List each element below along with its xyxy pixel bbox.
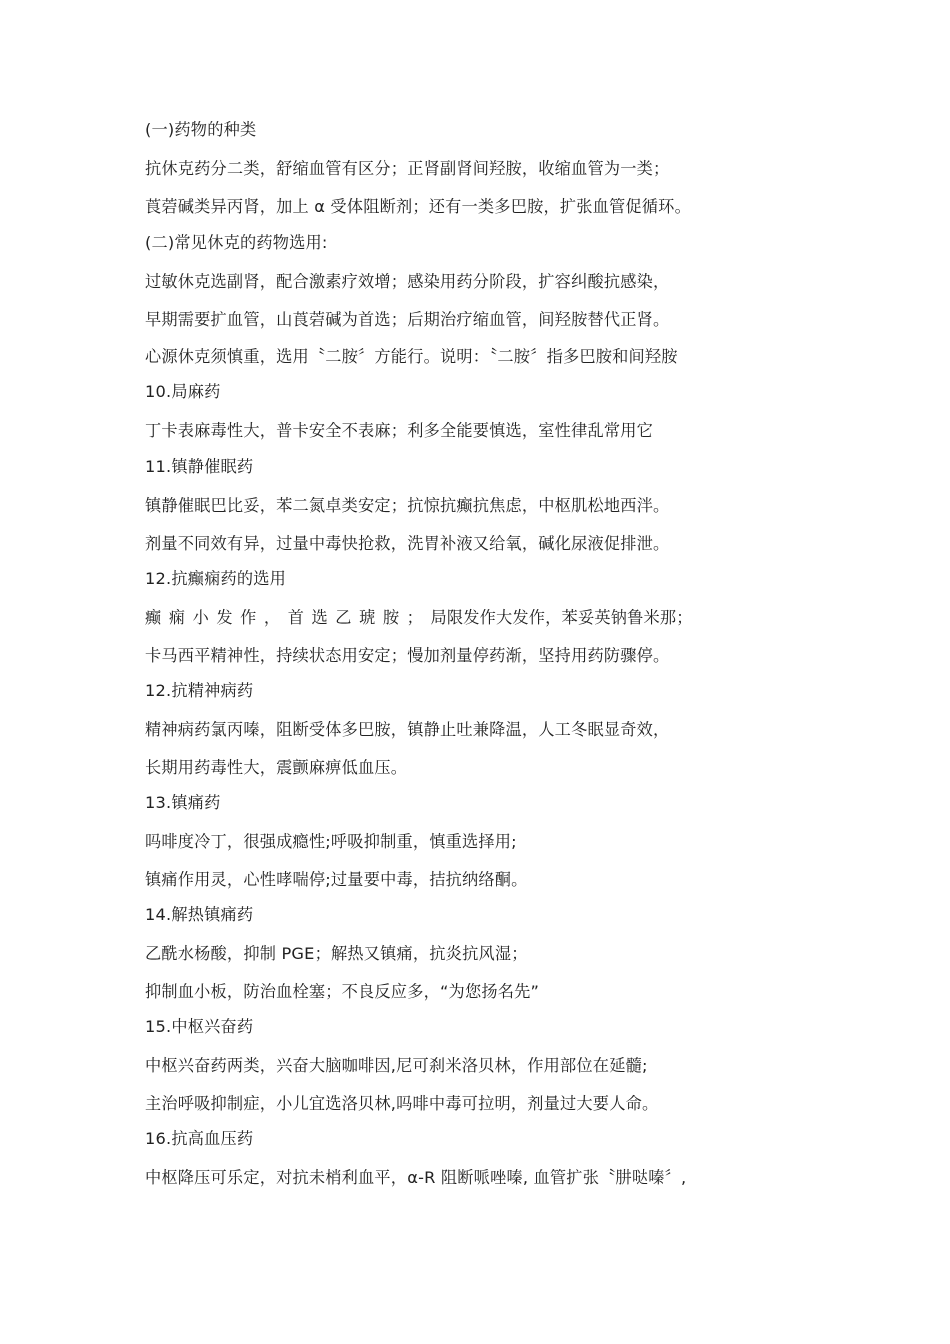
heading-analgesics: 13.镇痛药 — [145, 793, 221, 812]
text-line: 抑制血小板，防治血栓塞；不良反应多，“为您扬名先” — [145, 982, 540, 1001]
text-line: 镇痛作用灵，心性哮喘停;过量要中毒，拮抗纳络酮。 — [145, 870, 528, 889]
heading-antiepileptic-selection: 12.抗癫痫药的选用 — [145, 569, 287, 588]
text-line: 早期需要扩血管，山莨菪碱为首选；后期治疗缩血管，间羟胺替代正肾。 — [145, 310, 670, 329]
text-line: 中枢兴奋药两类，兴奋大脑咖啡因,尼可刹米洛贝林，作用部位在延髓; — [145, 1056, 648, 1075]
text-line: 乙酰水杨酸，抑制 PGE；解热又镇痛，抗炎抗风湿； — [145, 944, 528, 963]
text-line: 主治呼吸抑制症，小儿宜选洛贝林,吗啡中毒可拉明，剂量过大要人命。 — [145, 1094, 659, 1113]
heading-cns-stimulants: 15.中枢兴奋药 — [145, 1017, 254, 1036]
heading-drug-types: (一)药物的种类 — [145, 120, 257, 139]
text-line: 莨菪碱类异丙肾，加上 α 受体阻断剂；还有一类多巴胺，扩张血管促循环。 — [145, 197, 691, 216]
text-line — [145, 605, 825, 631]
text-line: 心源休克须慎重，选用〝二胺〞方能行。说明：〝二胺〞指多巴胺和间羟胺 — [145, 347, 678, 366]
heading-local-anesthetics: 10.局麻药 — [145, 382, 221, 401]
text-segment: 局限发作大发作，苯妥英钠鲁米那； — [430, 608, 693, 627]
heading-antipyretic-analgesics: 14.解热镇痛药 — [145, 905, 254, 924]
text-line: 丁卡表麻毒性大，普卡安全不表麻；利多全能要慎选，室性律乱常用它 — [145, 421, 654, 440]
text-line: 吗啡度冷丁，很强成瘾性;呼吸抑制重，慎重选择用; — [145, 832, 517, 851]
text-line: 镇静催眠巴比妥，苯二氮卓类安定；抗惊抗癫抗焦虑，中枢肌松地西泮。 — [145, 496, 670, 515]
text-line: 长期用药毒性大，震颤麻痹低血压。 — [145, 758, 408, 777]
text-line: 过敏休克选副肾，配合激素疗效增；感染用药分阶段，扩容纠酸抗感染， — [145, 272, 670, 291]
text-line: 抗休克药分二类，舒缩血管有区分；正肾副肾间羟胺，收缩血管为一类； — [145, 159, 670, 178]
text-line: 剂量不同效有异，过量中毒快抢救，洗胃补液又给氧，碱化尿液促排泄。 — [145, 534, 670, 553]
text-line: 中枢降压可乐定，对抗未梢利血平，α-R 阻断哌唑嗪, 血管扩张〝肼哒嗪〞, — [145, 1168, 687, 1187]
heading-shock-drug-selection: (二)常见休克的药物选用: — [145, 233, 328, 252]
text-line: 卡马西平精神性，持续状态用安定；慢加剂量停药渐，坚持用药防骤停。 — [145, 646, 670, 665]
text-segment: 癫痫小发作，首选乙琥胺； — [145, 608, 431, 627]
text-line: 精神病药氯丙嗪，阻断受体多巴胺，镇静止吐兼降温，人工冬眠显奇效， — [145, 720, 670, 739]
heading-antipsychotics: 12.抗精神病药 — [145, 681, 254, 700]
heading-antihypertensives: 16.抗高血压药 — [145, 1129, 254, 1148]
heading-sedative-hypnotics: 11.镇静催眠药 — [145, 457, 254, 476]
